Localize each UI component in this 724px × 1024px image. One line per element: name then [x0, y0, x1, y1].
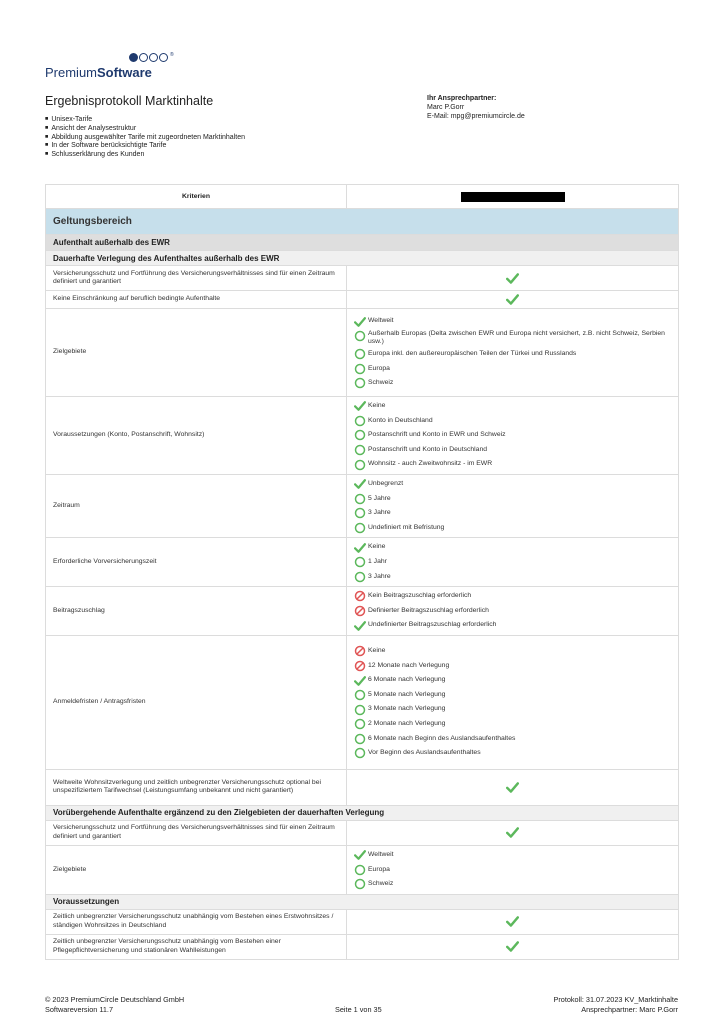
- footer-right: [553, 995, 678, 1014]
- subsection-title: Vorübergehende Aufenthalte ergänzend zu den Zielgebieten der dauerhaften Verlegung: [46, 805, 679, 820]
- option-item: Außerhalb Europas (Delta zwischen EWR und Europa nicht versichert, z.B. nicht Schweiz, Serbien usw.): [354, 329, 671, 347]
- table-row: [46, 291, 679, 309]
- circle-icon: [354, 429, 366, 441]
- option-item: Keine: [354, 644, 671, 659]
- bullet-item: ■ In der Software berücksichtigte Tarife: [45, 142, 245, 151]
- forbidden-icon: [354, 605, 366, 617]
- table-row: [46, 266, 679, 291]
- criterion-value: [347, 934, 679, 959]
- footer-version: Softwareversion 11.7: [45, 1004, 114, 1014]
- option-item: Vor Beginn des Auslandsaufenthaltes: [354, 746, 671, 761]
- circle-icon: [354, 718, 366, 730]
- check-icon: [354, 542, 366, 554]
- circle-icon: [354, 444, 366, 456]
- subsection-title: Dauerhafte Verlegung des Aufenthaltes außerhalb des EWR: [46, 251, 679, 266]
- option-item: Schweiz: [354, 376, 671, 391]
- table-row: [46, 769, 679, 805]
- header-redacted-tariff: [347, 185, 679, 209]
- option-item: Europa: [354, 863, 671, 878]
- criterion-label: Weltweite Wohnsitzverlegung und zeitlich unbegrenzter Versicherungsschutz optional bei unspezifiziertem Tarifwechsel (Leistungsumfang unbekannt und nicht garantiert): [46, 769, 347, 805]
- option-item: Kein Beitragszuschlag erforderlich: [354, 589, 671, 604]
- criterion-label: Zielgebiete: [46, 845, 347, 894]
- check-icon: [354, 316, 366, 328]
- forbidden-icon: [354, 590, 366, 602]
- check-icon: [354, 400, 366, 412]
- table-header-row: [46, 185, 679, 209]
- subsection-title: Aufenthalt außerhalb des EWR: [46, 235, 679, 251]
- footer-copyright: © 2023 PremiumCircle Deutschland GmbH: [45, 995, 185, 1004]
- option-item: 12 Monate nach Verlegung: [354, 659, 671, 674]
- option-item: Undefinierter Beitragszuschlag erforderlich: [354, 618, 671, 633]
- circle-icon: [354, 689, 366, 701]
- option-item: Keine: [354, 399, 671, 414]
- option-list: [347, 309, 679, 397]
- criterion-label: Zielgebiete: [46, 309, 347, 397]
- check-icon: [506, 272, 519, 285]
- circle-icon: [354, 363, 366, 375]
- option-item: Undefiniert mit Befristung: [354, 521, 671, 536]
- table-row: [46, 397, 679, 475]
- option-item: 6 Monate nach Beginn des Auslandsaufenthaltes: [354, 732, 671, 747]
- criterion-label: Versicherungsschutz und Fortführung des Versicherungsverhältnisses sind für einen Zeitraum definiert und garantiert: [46, 266, 347, 291]
- circle-icon: [354, 522, 366, 534]
- contact-name: Marc P.Gorr: [427, 104, 465, 111]
- table-row: [46, 474, 679, 537]
- check-icon: [354, 620, 366, 632]
- circle-icon: [354, 747, 366, 759]
- option-item: Unbegrenzt: [354, 477, 671, 492]
- option-item: Schweiz: [354, 877, 671, 892]
- criterion-label: Beitragszuschlag: [46, 587, 347, 636]
- contact-email: E-Mail: mpg@premiumcircle.de: [427, 113, 525, 120]
- circle-icon: [354, 878, 366, 890]
- bullet-item: ■ Ansicht der Analysestruktur: [45, 125, 245, 134]
- section-row: [46, 209, 679, 235]
- criterion-value: [347, 820, 679, 845]
- table-row: [46, 845, 679, 894]
- option-item: Keine: [354, 540, 671, 555]
- header-criteria: Kriterien: [46, 185, 347, 209]
- option-item: 5 Monate nach Verlegung: [354, 688, 671, 703]
- option-list: [347, 845, 679, 894]
- criterion-value: [347, 909, 679, 934]
- bullet-item: ■ Schlusserklärung des Kunden: [45, 151, 245, 160]
- bullet-list: [45, 116, 245, 160]
- table-row: [46, 538, 679, 587]
- option-item: 2 Monate nach Verlegung: [354, 717, 671, 732]
- check-icon: [354, 675, 366, 687]
- circle-icon: [354, 507, 366, 519]
- subsection-row: [46, 894, 679, 909]
- option-list: [347, 635, 679, 769]
- footer-left: [45, 995, 184, 1014]
- footer-contact: Ansprechpartner: Marc P.Gorr: [581, 1004, 678, 1014]
- option-item: 3 Monate nach Verlegung: [354, 702, 671, 717]
- option-list: [347, 397, 679, 475]
- contact-block: [427, 94, 525, 121]
- option-item: Weltweit: [354, 314, 671, 329]
- criterion-label: Zeitlich unbegrenzter Versicherungsschutz unabhängig vom Bestehen eines Erstwohnsitzes / ständigen Wohnsitzes in Deutschland: [46, 909, 347, 934]
- subsection-row: [46, 805, 679, 820]
- criterion-label: Voraussetzungen (Konto, Postanschrift, Wohnsitz): [46, 397, 347, 475]
- check-icon: [506, 940, 519, 953]
- table-row: [46, 909, 679, 934]
- document-title: Ergebnisprotokoll Marktinhalte: [45, 94, 214, 108]
- table-row: [46, 934, 679, 959]
- table-row: [46, 635, 679, 769]
- circle-icon: [354, 459, 366, 471]
- circle-icon: [354, 556, 366, 568]
- criteria-table: [45, 184, 679, 960]
- criterion-label: Zeitraum: [46, 474, 347, 537]
- criterion-label: Versicherungsschutz und Fortführung des Versicherungsverhältnisses sind für einen Zeitraum definiert und garantiert: [46, 820, 347, 845]
- option-list: [347, 538, 679, 587]
- circle-icon: [354, 348, 366, 360]
- option-item: Weltweit: [354, 848, 671, 863]
- forbidden-icon: [354, 645, 366, 657]
- criterion-value: [347, 769, 679, 805]
- redaction-bar: [461, 192, 565, 202]
- check-icon: [506, 826, 519, 839]
- option-item: 3 Jahre: [354, 570, 671, 585]
- option-list: [347, 587, 679, 636]
- criterion-label: Keine Einschränkung auf beruflich bedingte Aufenthalte: [46, 291, 347, 309]
- check-icon: [506, 781, 519, 794]
- circle-icon: [354, 704, 366, 716]
- circle-icon: [354, 493, 366, 505]
- premium-software-logo: [45, 52, 185, 82]
- check-icon: [354, 478, 366, 490]
- subsection-row: [46, 251, 679, 266]
- bullet-item: ■ Unisex-Tarife: [45, 116, 245, 125]
- contact-heading: Ihr Ansprechpartner:: [427, 95, 497, 102]
- option-item: Postanschrift und Konto in Deutschland: [354, 443, 671, 458]
- option-item: 1 Jahr: [354, 555, 671, 570]
- criterion-value: [347, 291, 679, 309]
- circle-icon: [354, 864, 366, 876]
- option-list: [347, 474, 679, 537]
- criterion-value: [347, 266, 679, 291]
- subsection-row: [46, 235, 679, 251]
- table-row: [46, 309, 679, 397]
- footer-protocol: Protokoll: 31.07.2023 KV_Marktinhalte: [553, 995, 678, 1004]
- criterion-label: Erforderliche Vorversicherungszeit: [46, 538, 347, 587]
- table-row: [46, 820, 679, 845]
- footer-page-number: Seite 1 von 35: [335, 1004, 382, 1014]
- logo-dots: ®: [129, 52, 174, 62]
- table-row: [46, 587, 679, 636]
- option-item: Europa: [354, 362, 671, 377]
- check-icon: [506, 915, 519, 928]
- option-item: Europa inkl. den außereuropäischen Teilen der Türkei und Russlands: [354, 347, 671, 362]
- forbidden-icon: [354, 660, 366, 672]
- logo-wordmark: PremiumSoftware: [45, 65, 152, 80]
- option-item: 5 Jahre: [354, 492, 671, 507]
- circle-icon: [354, 330, 366, 342]
- circle-icon: [354, 415, 366, 427]
- section-title: Geltungsbereich: [46, 209, 679, 235]
- circle-icon: [354, 377, 366, 389]
- circle-icon: [354, 733, 366, 745]
- circle-icon: [354, 571, 366, 583]
- option-item: 3 Jahre: [354, 506, 671, 521]
- check-icon: [354, 849, 366, 861]
- option-item: Wohnsitz - auch Zweitwohnsitz - im EWR: [354, 457, 671, 472]
- bullet-item: ■ Abbildung ausgewählter Tarife mit zugeordneten Marktinhalten: [45, 134, 245, 143]
- option-item: 6 Monate nach Verlegung: [354, 673, 671, 688]
- subsection-title: Voraussetzungen: [46, 894, 679, 909]
- check-icon: [506, 293, 519, 306]
- criterion-label: Anmeldefristen / Antragsfristen: [46, 635, 347, 769]
- option-item: Postanschrift und Konto in EWR und Schweiz: [354, 428, 671, 443]
- option-item: Konto in Deutschland: [354, 414, 671, 429]
- option-item: Definierter Beitragszuschlag erforderlich: [354, 604, 671, 619]
- criterion-label: Zeitlich unbegrenzter Versicherungsschutz unabhängig vom Bestehen einer Pflegepflichtversicherung und stationären Wahlleistungen: [46, 934, 347, 959]
